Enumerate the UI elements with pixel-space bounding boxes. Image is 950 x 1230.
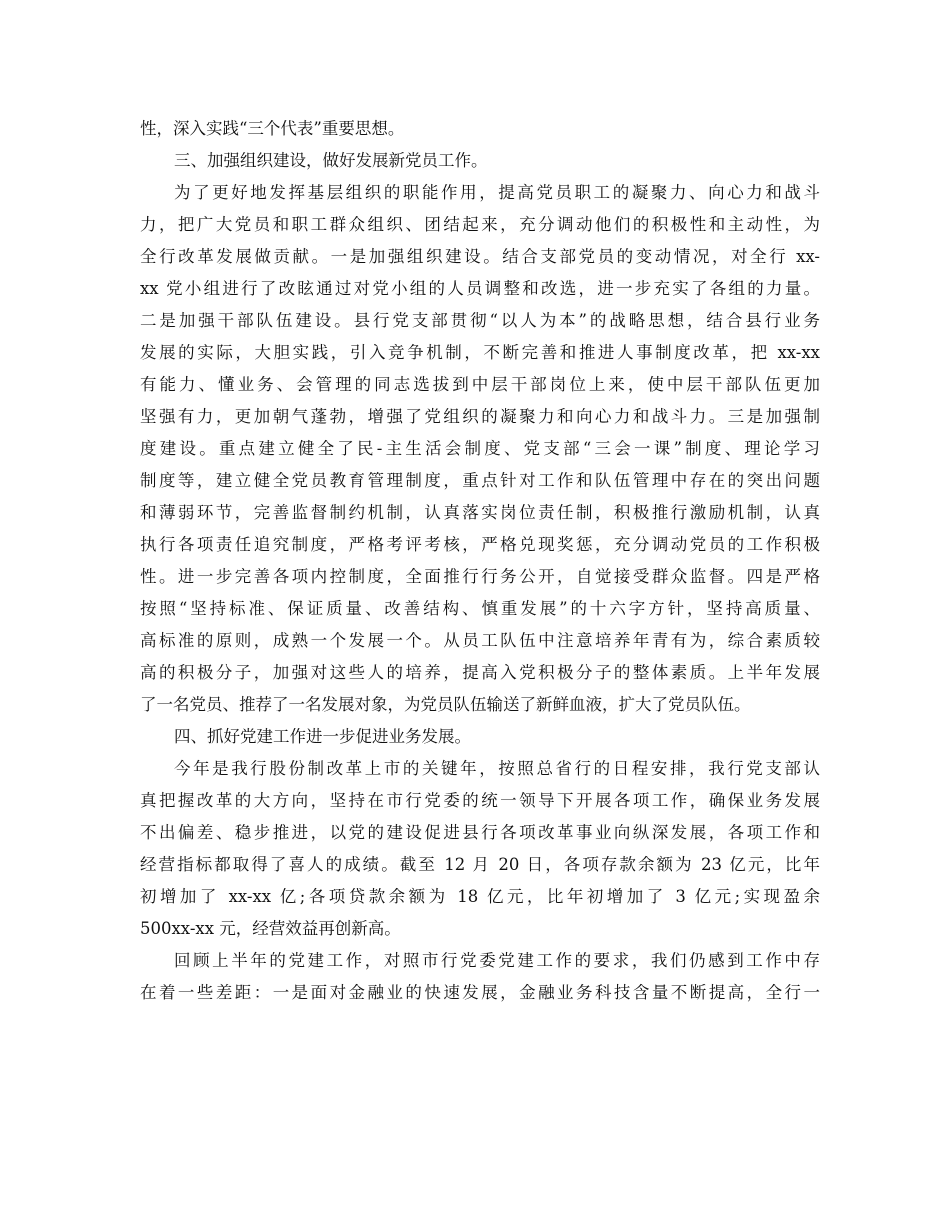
text-line: 全行改革发展做贡献。一是加强组织建设。结合支部党员的变动情况，对全行 xx-: [140, 247, 820, 266]
text-line: 了一名党员、推荐了一名发展对象，为党员队伍输送了新鲜血液，扩大了党员队伍。: [140, 695, 751, 714]
text-line: 有能力、懂业务、会管理的同志选拔到中层干部岗位上来，使中层干部队伍更加: [140, 375, 820, 394]
text-line: 真把握改革的大方向，坚持在市行党委的统一领导下开展各项工作，确保业务发展: [140, 791, 820, 810]
text-line: 和薄弱环节，完善监督制约机制，认真落实岗位责任制，积极推行激励机制，认真: [140, 503, 820, 522]
text-line: xx 党小组进行了改眩通过对党小组的人员调整和改选，进一步充实了各组的力量。: [140, 279, 820, 298]
text-line: 执行各项责任追究制度，严格考评考核，严格兑现奖惩，充分调动党员的工作积极: [140, 535, 820, 554]
text-line: 坚强有力，更加朝气蓬勃，增强了党组织的凝聚力和向心力和战斗力。三是加强制: [140, 407, 820, 426]
text-line: 500xx-xx 元，经营效益再创新高。: [140, 919, 401, 938]
text-line: 为了更好地发挥基层组织的职能作用，提高党员职工的凝聚力、向心力和战斗: [174, 183, 820, 202]
text-line: 性，深入实践“三个代表”重要思想。: [140, 119, 405, 138]
text-line: 不出偏差、稳步推进，以党的建设促进县行各项改革事业向纵深发展，各项工作和: [140, 823, 820, 842]
text-line: 回顾上半年的党建工作，对照市行党委党建工作的要求，我们仍感到工作中存: [174, 951, 820, 970]
text-line: 高的积极分子，加强对这些人的培养，提高入党积极分子的整体素质。上半年发展: [140, 663, 820, 682]
text-line: 制度等，建立健全党员教育管理制度，重点针对工作和队伍管理中存在的突出问题: [140, 471, 820, 490]
text-line: 度建设。重点建立健全了民-主生活会制度、党支部“三会一课”制度、理论学习: [140, 439, 820, 458]
text-line: 在着一些差距：一是面对金融业的快速发展，金融业务科技含量不断提高，全行一: [140, 983, 820, 1002]
text-line: 今年是我行股份制改革上市的关键年，按照总省行的日程安排，我行党支部认: [174, 759, 820, 778]
text-line: 性。进一步完善各项内控制度，全面推行行务公开，自觉接受群众监督。四是严格: [140, 567, 820, 586]
text-line: 初增加了 xx-xx 亿;各项贷款余额为 18 亿元，比年初增加了 3 亿元;实现盈余: [140, 887, 820, 906]
text-line: 按照“坚持标准、保证质量、改善结构、慎重发展”的十六字方针，坚持高质量、: [140, 599, 820, 618]
text-line: 发展的实际，大胆实践，引入竞争机制，不断完善和推进人事制度改革，把 xx-xx: [140, 343, 820, 362]
text-line: 力，把广大党员和职工群众组织、团结起来，充分调动他们的积极性和主动性，为: [140, 215, 820, 234]
text-line: 三、加强组织建设，做好发展新党员工作。: [174, 151, 488, 170]
document-body: [140, 113, 820, 1009]
text-line: 二是加强干部队伍建设。县行党支部贯彻“以人为本”的战略思想，结合县行业务: [140, 311, 820, 330]
text-line: 经营指标都取得了喜人的成绩。截至 12 月 20 日，各项存款余额为 23 亿元，比年: [140, 855, 820, 874]
text-line: 高标准的原则，成熟一个发展一个。从员工队伍中注意培养年青有为，综合素质较: [140, 631, 820, 650]
text-line: 四、抓好党建工作进一步促进业务发展。: [174, 727, 471, 746]
